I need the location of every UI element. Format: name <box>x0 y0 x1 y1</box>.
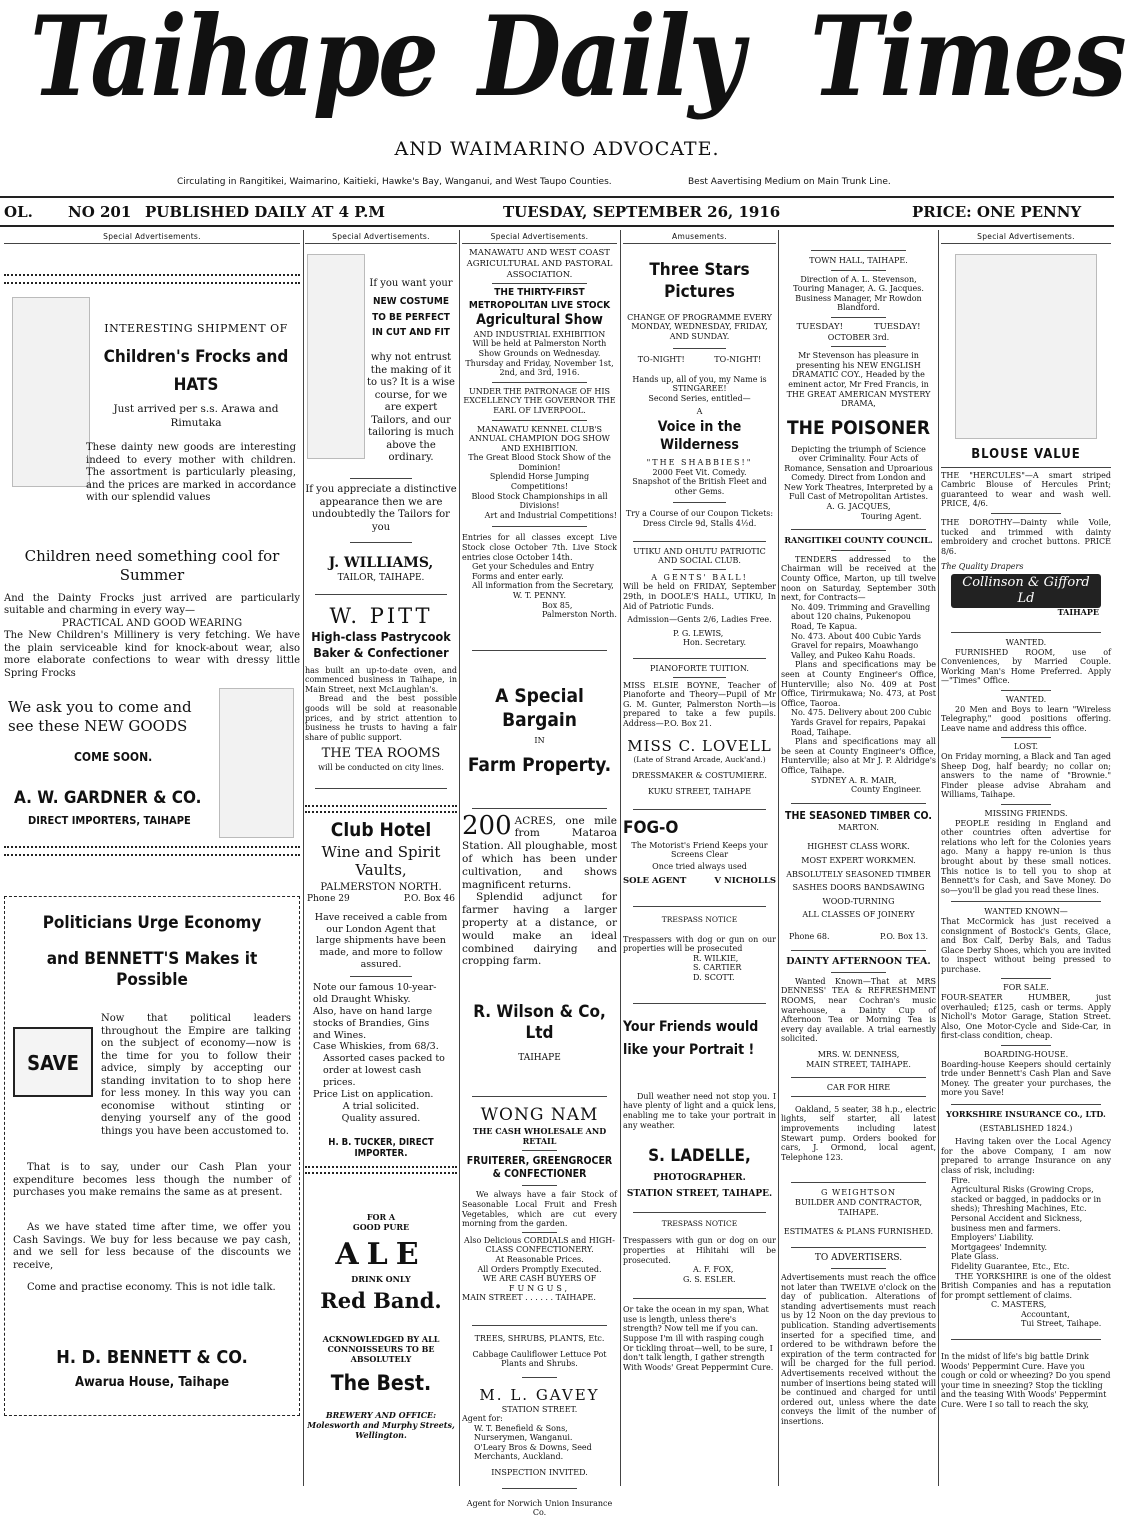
column-2 <box>305 232 457 1482</box>
ball-details: Will be held on FRIDAY, September 29th, in DOOLE'S HALL, UTIKU, In Aid of Patriotic Funds. <box>623 582 776 611</box>
cabbage-list: Cabbage Cauliflower Lettuce Pot Plants and Shrubs. <box>472 1349 607 1369</box>
humber-text: FOUR-SEATER HUMBER, just overhauled; £125, cash or terms. Apply Nicholl's Motor Garage, Station Street. Also, One Motor-Cycle and Side-Car, in first-class condition, cheap. <box>941 993 1111 1041</box>
yorkshire-insurance: YORKSHIRE INSURANCE CO., LTD. <box>946 1109 1106 1119</box>
wong-nam-sub: THE CASH WHOLESALE AND RETAIL <box>472 1126 607 1147</box>
gents-ball: A GENTS' BALL! <box>651 572 748 582</box>
risk-mortgagees: Mortgagees' Indemnity. <box>951 1242 1048 1252</box>
estimates-plans: ESTIMATES & PLANS FURNISHED. <box>783 1227 934 1237</box>
dressmaker: DRESSMAKER & COSTUMIERE. <box>632 770 767 780</box>
column-5 <box>781 232 936 1482</box>
lovell-late: (Late of Strand Arcade, Auck'and.) <box>633 755 766 765</box>
pianoforte-tuition: PIANOFORTE TUITION. <box>650 663 749 673</box>
hon-secretary: Hon. Secretary. <box>683 638 747 648</box>
wilson-name: R. Wilson & Co, Ltd <box>473 1002 606 1044</box>
contract-409: No. 409. Trimming and Gravelling about 120 chains, Pukenopou Road, Te Kapua. <box>791 602 931 631</box>
expert-workmen: MOST EXPERT WORKMEN. <box>801 856 916 865</box>
scott: D. SCOTT. <box>693 973 735 983</box>
ladelle-name: S. LADELLE, <box>648 1146 751 1167</box>
nicholls: V NICHOLLS <box>714 875 776 886</box>
costume-intro: If you want your <box>369 278 453 290</box>
orders-executed: All Orders Promptly Executed. <box>477 1264 602 1274</box>
arrival-note: Just arrived per s.s. Arawa and Rimutaka <box>113 403 279 429</box>
ladelle-address: STATION STREET, TAIHAPE. <box>626 1188 773 1199</box>
seasoned-timber: THE SEASONED TIMBER CO. <box>785 809 932 822</box>
column-2-heading: Special Advertisements. <box>305 232 457 244</box>
plans-aldridge: Plans and specifications may all be seen at County Engineer's Office, Hunterville; also at Mr J. P. Aldridge's Office, Taihape. <box>781 737 936 775</box>
ale-good-pure: GOOD PURE <box>352 1222 410 1233</box>
once-tried: Once tried always used <box>652 862 747 872</box>
frocks-title: Children's Frocks and <box>103 347 289 368</box>
contract-473: No. 473. About 400 Cubic Yards Gravel for repairs, Moawhango Valley, and Pukeo Kahu Roads. <box>791 631 922 660</box>
hotel-whisky: Note our famous 10-year-old Draught Whisky. <box>313 982 437 1005</box>
seasoned-timber-text: ABSOLUTELY SEASONED TIMBER <box>786 869 931 879</box>
trespass-notice-1: TRESPASS NOTICE <box>661 915 738 925</box>
palmerston-north: PALMERSTON NORTH. <box>320 881 442 893</box>
distinctive-text: If you appreciate a distinctive appearance then we are undoubtedly the Tailors for you <box>305 484 457 533</box>
fog-o: FOG-O <box>623 817 679 838</box>
come-soon: COME SOON. <box>74 750 153 765</box>
tonight-1: TO-NIGHT! <box>637 354 685 364</box>
secretary-name: W. T. PENNY. <box>512 591 567 600</box>
frocks-description: These dainty new goods are interesting indeed to every mother with children. The assortment is particularly pleasing, and the prices are marked in accordance with our splendid values <box>86 442 296 504</box>
pitt-bread: Bread and the best possible goods will be sold at reasonable prices, and by strict attention to business he trusts to having a fair share of public support. <box>305 694 457 742</box>
wireless-telegraphy: 20 Men and Boys to learn "Wireless Telegraphy," good positions offering. Leave name and address this office. <box>941 704 1111 733</box>
benefield: W. T. Benefield & Sons, Nurserymen, Wanganui. <box>474 1423 573 1443</box>
trees-shrubs: TREES, SHRUBS, PLANTS, Etc. <box>474 1333 605 1343</box>
schedules: Get your Schedules and Entry Forms and enter early. <box>472 562 594 581</box>
miss-lovell: MISS C. LOVELL <box>627 736 772 755</box>
cash-buyers: WE ARE CASH BUYERS OF <box>482 1274 597 1284</box>
county-engineer: County Engineer. <box>851 785 922 795</box>
agricultural-show: Agricultural Show <box>476 312 603 329</box>
secretary-box: Box 85, <box>542 600 573 610</box>
vit-comedy: 2000 Feet Vit. Comedy. <box>652 467 747 477</box>
missing-friends-text: PEOPLE residing in England and other countries often advertise for relations who left for the Colonies years ago. Many a happy re-union is thus brought about by these small notices. This notice is to tell you to shop at Bennett's for Cash, and Save Money. Do so—you'll be glad you read these lines. <box>941 818 1111 895</box>
child-illustration <box>219 688 294 838</box>
tuesday-1: TUESDAY! <box>796 321 843 332</box>
tea-rooms-note: will be conducted on city lines. <box>318 762 444 772</box>
cash-plan-paragraph: That is to say, under our Cash Plan your expenditure becomes less though the number of purchases you make remains the same as at present. <box>13 1162 291 1199</box>
hotel-assorted: Assorted cases packed to order at lowest cash prices. <box>323 1053 445 1089</box>
tea-rooms: THE TEA ROOMS <box>321 746 441 762</box>
save-sign: SAVE <box>13 1027 93 1097</box>
for-sale: FOR SALE. <box>1003 983 1049 993</box>
oakland-car: Oakland, 5 seater, 38 h.p., electric lights, self starter, all latest improvements including latest Stewart pump. Orders booked for cars, J. Ormond, local agent, Telephone 123. <box>781 1104 936 1162</box>
timber-phone: Phone 68. <box>789 931 830 941</box>
ball-admission: Admission—Gents 2/6, Ladies Free. <box>627 615 772 625</box>
rangitikei-council: RANGITIKEI COUNTY COUNCIL. <box>784 535 933 546</box>
collinson-taihape: TAIHAPE <box>1057 607 1099 618</box>
motorist-friend: The Motorist's Friend Keeps your Screens Clear <box>631 840 768 860</box>
industrial-exhibition: AND INDUSTRIAL EXHIBITION <box>473 329 606 339</box>
metropolitan-livestock: THE THIRTY-FIRST METROPOLITAN LIVE STOCK <box>468 287 611 311</box>
fruiterer: FRUITERER, GREENGROCER & CONFECTIONER <box>466 1155 613 1181</box>
sole-agent: SOLE AGENT <box>623 875 687 886</box>
cartier: S. CARTIER <box>693 963 742 973</box>
sashes-doors: SASHES DOORS BANDSAWING <box>792 883 925 893</box>
bennett-advert <box>4 896 300 1416</box>
lost-dog: On Friday morning, a Black and Tan aged Sheep Dog, half beardy; no collar on; answers to the name of "Brownie." Finder please advise Abraham and Williams, Taihape. <box>941 752 1111 800</box>
blood-stock-show: The Great Blood Stock Show of the Dominion! <box>468 453 611 472</box>
entries-close: Entries for all classes except Live Stock close October 7th. Live Stock entries close October 14th. <box>462 533 617 562</box>
hotel-trial: A trial solicited. Quality assured. <box>341 1100 421 1124</box>
volume-label: OL. <box>4 203 33 221</box>
hotel-phone: Phone 29 <box>307 894 350 905</box>
column-3 <box>462 232 617 1518</box>
issue-price: PRICE: ONE PENNY <box>912 203 1082 221</box>
business-manager: Business Manager, Mr Rowdon Blandford. <box>795 293 922 313</box>
cordials: Also Delicious CORDIALS and HIGH-CLASS CONFECTIONERY. <box>464 1235 615 1255</box>
risk-fidelity: Fidelity Guarantee, Etc., Etc. <box>951 1261 1070 1271</box>
furnished-room: FURNISHED ROOM, use of Conveniences, by Married Couple. Working Man's Home Preferred. Apply—"Times" Office. <box>941 647 1111 686</box>
kennel-club: MANAWATU KENNEL CLUB'S ANNUAL CHAMPION DOG SHOW AND EXHIBITION. <box>469 424 610 453</box>
masters-name: C. MASTERS, <box>991 1300 1047 1310</box>
issue-date: TUESDAY, SEPTEMBER 26, 1916 <box>503 203 781 221</box>
column-4 <box>623 232 776 1482</box>
brewery-office: BREWERY AND OFFICE: <box>325 1410 437 1421</box>
wong-nam-address: MAIN STREET . . . . . . TAIHAPE. <box>462 1293 596 1303</box>
column-6 <box>941 232 1111 1482</box>
risk-fire: Fire. <box>951 1175 971 1185</box>
secretary-town: Palmerston North. <box>542 610 617 620</box>
peppermint-poem: Or take the ocean in my span, What use is length, unless there's strength? Now tell me if you can. Suppose I'm ill with rasping cough Or tickling throat—well, to be sure, I don't talk length, I gather strength With Woods' Great Peppermint Cure. <box>623 1305 774 1372</box>
girl-illustration <box>12 297 90 487</box>
the-poisoner: THE POISONER <box>787 416 930 439</box>
costume-text: why not entrust the making of it to us? It is a wise course, for we are expert Tailors, and our tailoring is much above the ordinary. <box>367 352 455 464</box>
plans-specifications: Plans and specifications may be seen at County Engineer's Office, Hunterville; also No. 409 at Post Office, Tirirmukawa; No. 473, at Post Office, Taoroa. <box>781 660 936 708</box>
economy-heading: Politicians Urge Economy <box>42 913 262 934</box>
gardner-address: DIRECT IMPORTERS, TAIHAPE <box>28 814 191 828</box>
boarding-text: Boarding-house Keepers should certainly trde under Bennett's Cash Plan and Save Money. The greater your purchases, the more you Save! <box>941 1059 1111 1098</box>
risk-plate-glass: Plate Glass. <box>951 1252 999 1262</box>
stingaree: Hands up, all of you, my Name is STINGAREE! <box>632 374 767 394</box>
mccormick-text: That McCormick has just received a consignment of Bostock's Gents, Glace, and Box Calf, Derby Bals, and Tadus Glace Derby Shoes, which you are invited to inspect without being pressed to purchase. <box>941 916 1111 974</box>
gardner-name: A. W. GARDNER & CO. <box>14 788 202 809</box>
costume-heading: NEW COSTUME TO BE PERFECT IN CUT AND FIT <box>372 296 450 339</box>
tonight-2: TO-NIGHT! <box>714 354 762 364</box>
column-6-heading: Special Advertisements. <box>941 232 1111 244</box>
secretary-info: All information from the Secretary, <box>472 581 614 591</box>
economy-paragraph: Now that political leaders throughout the Empire are talking on the subject of economy—now is the time for you to follow their advice, simply by accepting our standing invitation to to shop here for less money. In this way you can economise without stinting or denying yourself any of the good things you have been accustomed to. <box>101 1013 291 1137</box>
lost: LOST. <box>1013 742 1039 752</box>
established-1824: (ESTABLISHED 1824.) <box>979 1123 1073 1133</box>
bennett-name: H. D. BENNETT & CO. <box>56 1347 248 1369</box>
oleary: O'Leary Bros & Downs, Seed Merchants, Auckland. <box>474 1442 592 1462</box>
masthead-word-times: Times <box>810 0 1125 122</box>
touring-manager: Touring Manager, A. G. Jacques. <box>793 284 924 294</box>
denness-name: MRS. W. DENNESS, <box>817 1050 900 1059</box>
bargain-in: IN <box>534 736 545 746</box>
denness-address: MAIN STREET, TAIHAPE. <box>806 1059 911 1069</box>
inspection-invited: INSPECTION INVITED. <box>491 1468 588 1478</box>
wong-nam: WONG NAM <box>480 1104 599 1125</box>
show-dates: Will be held at Palmerston North Show Grounds on Wednesday. Thursday and Friday, November 1st, 2nd, and 3rd, 1916. <box>465 339 614 378</box>
norwich-agent: Agent for Norwich Union Insurance Co. <box>466 1498 613 1518</box>
horse-jumping: Splendid Horse Jumping Competitions! <box>489 472 590 492</box>
blouse-illustration <box>955 254 1097 439</box>
column-1 <box>4 232 300 1482</box>
fox: A. F. FOX, <box>693 1265 734 1275</box>
joinery: ALL CLASSES OF JOINERY <box>802 910 915 920</box>
agent-for: Agent for: <box>462 1414 503 1424</box>
published-daily: PUBLISHED DAILY AT 4 P.M <box>145 203 385 221</box>
hihitahi-text: Trespassers with gun or dog on our properties at Hihitahi will be prosecuted. <box>623 1236 776 1265</box>
dull-weather: Dull weather need not stop you. I have plenty of light and a quick lens, enabling me to take your portrait in any weather. <box>623 1091 776 1130</box>
stevenson-direction: Direction of A. L. Stevenson, <box>800 274 917 284</box>
voice-a: A <box>696 407 703 417</box>
pitt-trade: High-class Pastrycook Baker & Confectioner <box>311 629 451 660</box>
lewis-name: P. G. LEWIS, <box>673 628 724 638</box>
reasonable-prices: At Reasonable Prices. <box>495 1255 584 1264</box>
masthead-word-daily: Daily <box>478 0 743 122</box>
ale-title: ALE <box>335 1237 427 1273</box>
coupon-tickets: Try a Course of our Coupon Tickets: Dress Circle 9d, Stalls 4½d. <box>625 509 774 528</box>
tenders-text: TENDERS addressed to the Chairman will be received at the County Office, Marton, up till twelve noon on Saturday, September 30th next, for Contracts— <box>781 554 936 603</box>
special-bargain: A Special Bargain <box>495 684 584 731</box>
poisoner-description: Depicting the triumph of Science over Criminality. Four Acts of Romance, Sensation and Uproarious Comedy. Direct from London and New York Theatres, Interpreted by a Full Cast of Metropolitan Artistes. <box>783 444 934 502</box>
voice-wilderness: Voice in the Wilderness <box>657 419 742 453</box>
masthead-word-taihape: Taihape <box>30 0 438 122</box>
portrait-heading: Your Friends would like your Portrait ! <box>623 1018 759 1058</box>
wong-nam-stock: We always have a fair Stock of Seasonable Local Fruit and Fresh Vegetables, which are cut every morning from the garden. <box>462 1190 617 1229</box>
hercules-blouse: THE "HERCULES"—A smart striped Cambric Blouse of Hercules Print; guaranteed to wear and wash well. PRICE, 4/6. <box>941 470 1111 509</box>
red-band: Red Band. <box>320 1287 442 1313</box>
to-advertisers: TO ADVERTISERS. <box>814 1252 903 1263</box>
esler: G. S. ESLER. <box>683 1274 736 1284</box>
practical-text: PRACTICAL AND GOOD WEARING <box>61 617 243 629</box>
car-for-hire: CAR FOR HIRE <box>826 1083 891 1093</box>
hotel-price-list: Price List on application. <box>313 1088 434 1100</box>
patronage: UNDER THE PATRONAGE OF HIS EXCELLENCY THE GOVERNOR THE EARL OF LIVERPOOL. <box>463 386 616 415</box>
weightson: G WEIGHTSON <box>821 1188 896 1198</box>
ale-for-a: FOR A <box>366 1212 396 1223</box>
williams-name: J. WILLIAMS, <box>328 555 434 572</box>
farm-property: Farm Property. <box>467 753 612 776</box>
lady-costume-illustration <box>307 254 365 459</box>
cash-savings-paragraph: As we have stated time after time, we offer you Cash Savings. We buy for less because we pay cash, and we sell for less because of the discounts we receive, <box>13 1222 291 1271</box>
boarding-house: BOARDING-HOUSE. <box>983 1050 1069 1060</box>
come-see-heading: We ask you to come and see these NEW GOODS <box>8 698 192 736</box>
gavey-street: STATION STREET. <box>501 1404 578 1414</box>
peppermint-verse: In the midst of life's big battle Drink Woods' Peppermint Cure. Have you cough or cold or wheezing? Do you spend your time in sneezing? Stop the tickling and the teasing With Woods' Peppermint Cure. Were I so tall to reach the sky, <box>941 1352 1111 1410</box>
wanted-2: WANTED. <box>1005 695 1047 705</box>
touring-agent: Touring Agent. <box>861 511 922 521</box>
mair-name: SYDNEY A. R. MAIR, <box>811 775 897 785</box>
the-shabbies: "THE SHABBIES!" <box>646 458 753 468</box>
wine-vaults: Wine and Spirit Vaults, <box>321 842 441 879</box>
acknowledged-text: ACKNOWLEDGED BY ALL CONNOISSEURS TO BE ABSOLUTELY <box>322 1334 440 1365</box>
column-4-heading: Amusements. <box>623 232 776 244</box>
acres-description: ACRES, one mile from Mataroa Station. All ploughable, most of which has been under cultivation, and shows magnificent returns. <box>462 814 617 891</box>
bennett-address: Awarua House, Taihape <box>74 1375 230 1391</box>
association-title: MANAWATU AND WEST COAST AGRICULTURAL AND PASTORAL ASSOCIATION. <box>466 248 613 280</box>
acres-number: 200 <box>462 810 512 841</box>
column-3-heading: Special Advertisements. <box>462 232 617 244</box>
town-hall: TOWN HALL, TAIHAPE. <box>809 256 908 265</box>
gavey-name: M. L. GAVEY <box>479 1385 600 1404</box>
best-medium-text: Best Aavertising Medium on Main Trunk Line. <box>688 177 891 187</box>
fungus: FUNGUS, <box>508 1283 571 1293</box>
elsie-boyne: MISS ELSIE BOYNE, Teacher of Pianoforte and Theory—Pupil of Mr G. M. Gunter, Palmerston North—is prepared to take a few pupils. Address—P.O. Box 21. <box>623 680 776 728</box>
risk-accident: Personal Accident and Sickness, business men and farmers. <box>951 1213 1083 1233</box>
dainty-frocks-text: And the Dainty Frocks just arrived are particularly suitable and charming in every way— <box>4 592 300 617</box>
hotel-cable: Have received a cable from our London Agent that large shipments have been made, and more to follow assured. <box>314 911 448 971</box>
adjunct-text: Splendid adjunct for farmer having a larger property at a distance, or would make an ideal combined dairying and cropping farm. <box>462 891 617 968</box>
the-best: The Best. <box>330 1371 432 1396</box>
missing-friends: MISSING FRIENDS. <box>984 808 1068 818</box>
millinery-text: The New Children's Millinery is very fetching. We have the plain serviceable kind for knock-about wear, also more elaborate confections to wear with dressy little Spring Frocks <box>4 630 300 679</box>
hotel-box: P.O. Box 46 <box>403 894 455 905</box>
tuesday-2: TUESDAY! <box>874 321 921 332</box>
denness-text: Wanted Known—That at MRS DENNESS' TEA & REFRESHMENT ROOMS, near Cochran's music warehouse, a Dainty Cup of Afternoon Tea or Morning Tea is every day available. A trial earnestly solicited. <box>781 976 936 1044</box>
timber-marton: MARTON. <box>838 822 879 832</box>
column-1-heading: Special Advertisements. <box>4 232 300 244</box>
brewery-address: Molesworth and Murphy Streets, Wellington. <box>307 1420 455 1441</box>
hotel-brandies: Also, have on hand large stocks of Brandies, Gins and Wines. <box>313 1005 433 1041</box>
pitt-oven: has built an up-to-date oven, and commenced business in Taihape, in Main Street, next McLaughlan's. <box>305 665 457 694</box>
championships: Blood Stock Championships in all Divisions! <box>471 491 608 511</box>
pitt-name: W. PITT <box>329 604 433 629</box>
practise-economy: Come and practise economy. This is not idle talk. <box>27 1282 276 1294</box>
wanted-known: WANTED KNOWN— <box>984 907 1068 917</box>
utiku-club: UTIKU AND OHUTU PATRIOTIC AND SOCIAL CLUB. <box>633 546 766 566</box>
hats-title: HATS <box>173 375 219 396</box>
local-agency: Having taken over the Local Agency for the above Company, I am now prepared to arrange Insurance on any class of risk, including: <box>941 1137 1111 1175</box>
tucker-importer: H. B. TUCKER, DIRECT IMPORTER. <box>328 1136 434 1160</box>
wood-turning: WOOD-TURNING <box>822 896 895 906</box>
contract-475: No. 475. Delivery about 200 Cubic Yards Gravel for repairs, Papakai Road, Taihape. <box>791 708 932 737</box>
collinson-gifford: Collinson & Gifford Ld <box>951 574 1101 609</box>
second-series: Second Series, entitled— <box>648 393 751 403</box>
dorothy-blouse: THE DOROTHY—Dainty while Voile, tucked and trimmed with dainty embroidery and crochet buttons. PRICE 8/6. <box>941 518 1111 556</box>
afternoon-tea: DAINTY AFTERNOON TEA. <box>786 955 931 967</box>
programme-change: CHANGE OF PROGRAMME EVERY MONDAY, WEDNESDAY, FRIDAY, AND SUNDAY. <box>627 312 772 342</box>
three-stars-pictures: Three Stars Pictures <box>649 260 750 302</box>
blouse-value: BLOUSE VALUE <box>971 447 1081 463</box>
dramatic-coy: Mr Stevenson has pleasure in presenting his NEW ENGLISH DRAMATIC COY., Headed by the eminent actor, Mr Fred Francis, in THE GREAT AMERICAN MYSTERY DRAMA, <box>786 351 931 409</box>
builder-contractor: BUILDER AND CONTRACTOR, TAIHAPE. <box>794 1197 923 1217</box>
risk-employers: Employers' Liability. <box>951 1233 1034 1243</box>
wanted-1: WANTED. <box>1005 638 1047 648</box>
jacques-name: A. G. JACQUES, <box>826 502 891 512</box>
art-competitions: Art and Industrial Competitions! <box>484 510 617 520</box>
summer-heading: Children need something cool for Summer <box>24 547 280 585</box>
drink-only: DRINK ONLY <box>351 1273 411 1284</box>
timber-box: P.O. Box 13. <box>880 931 928 941</box>
advertisers-rules: Advertisements must reach the office not later than TWELVE o'clock on the day of publication. Alterations of standing advertisements must reach us by 12 Noon on the day previous to publication. Standing advertisements inserted for a specified time, and ordered to be withdrawn before the expiration of the term contracted for will be charged for the full period. Advertisements received without the number of insertions being stated will be continued and charged for until ordered out, unless where the date conveys the limit of the number of insertions. <box>781 1272 936 1426</box>
trespass-text-1: Trespassers with dog or gun on our properties will be prosecuted <box>623 934 776 954</box>
circulation-text: Circulating in Rangitikei, Waimarino, Kaitieki, Hawke's Bay, Wanganui, and West Taupo Counties. <box>177 177 612 187</box>
wilson-town: TAIHAPE <box>518 1052 561 1063</box>
trespass-notice-2: TRESPASS NOTICE <box>661 1218 738 1228</box>
kuku-street: KUKU STREET, TAIHAPE <box>648 786 751 796</box>
shipment-heading: INTERESTING SHIPMENT OF <box>104 322 288 336</box>
october-3rd: OCTOBER 3rd. <box>827 332 890 342</box>
bennett-heading: and BENNETT'S Makes it Possible <box>46 948 258 990</box>
quality-drapers: The Quality Drapers <box>941 562 1024 572</box>
yorkshire-reputation: THE YORKSHIRE is one of the oldest British Companies and has a reputation for prompt settlement of claims. <box>941 1271 1111 1300</box>
hotel-case: Case Whiskies, from 68/3. <box>313 1041 439 1053</box>
wilkie: R. WILKIE, <box>693 953 739 963</box>
photographer: PHOTOGRAPHER. <box>653 1173 746 1184</box>
williams-address: TAILOR, TAIHAPE. <box>337 572 425 583</box>
british-fleet: Snapshot of the British Fleet and other Gems. <box>632 477 767 496</box>
issue-number: NO 201 <box>68 203 132 221</box>
club-hotel-title: Club Hotel <box>330 819 432 842</box>
highest-class: HIGHEST CLASS WORK. <box>807 842 910 852</box>
accountant: Accountant, <box>1021 1309 1070 1319</box>
masthead-subtitle: AND WAIMARINO ADVOCATE. <box>394 138 720 160</box>
tui-street: Tui Street, Taihape. <box>1021 1319 1102 1329</box>
risk-agricultural: Agricultural Risks (Growing Crops, stacked or bagged, in paddocks or in sheds); Threshing Machines, Etc. <box>951 1185 1102 1214</box>
